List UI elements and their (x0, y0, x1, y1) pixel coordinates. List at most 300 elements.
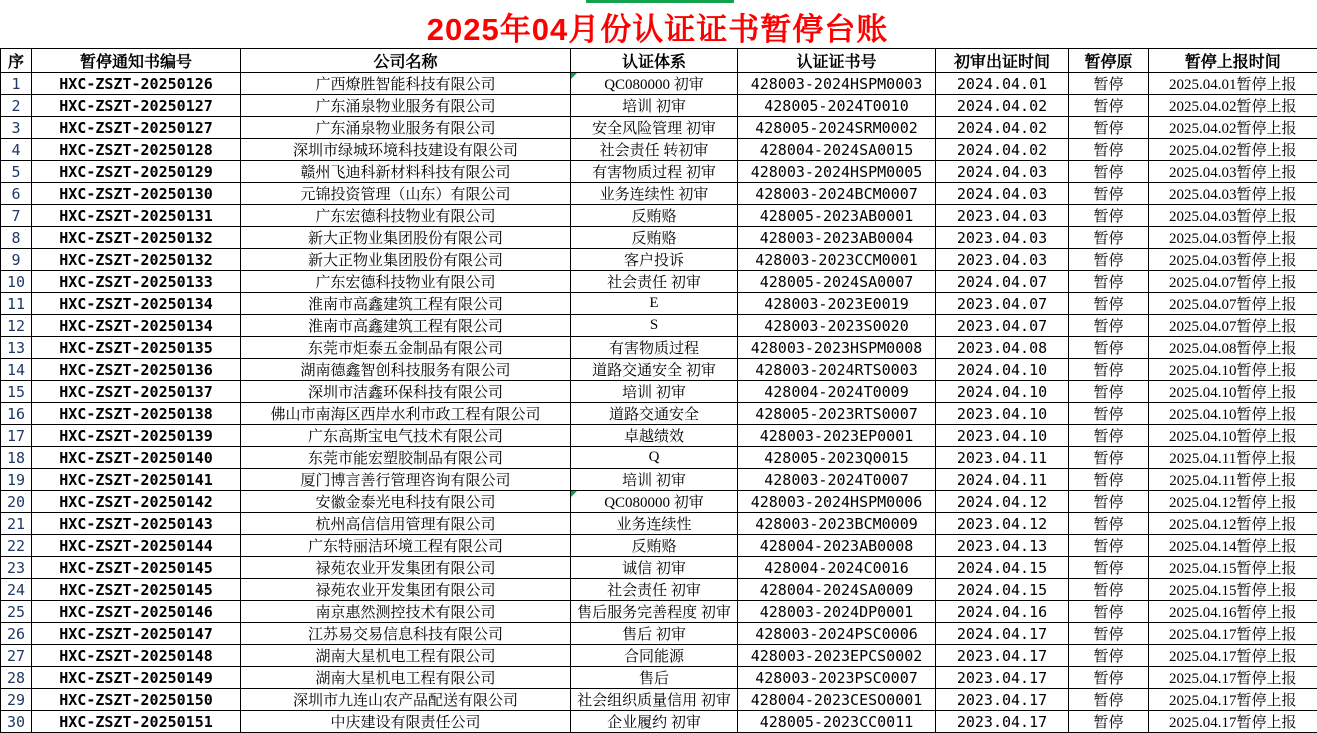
cell-notice[interactable] (32, 711, 241, 733)
cell-system[interactable] (571, 249, 738, 271)
cell-notice[interactable] (32, 689, 241, 711)
cell-seq[interactable] (1, 425, 32, 447)
cell-date[interactable] (936, 645, 1069, 667)
cell-report[interactable] (1149, 689, 1317, 711)
cell-system[interactable] (571, 645, 738, 667)
cell-report[interactable] (1149, 227, 1317, 249)
cell-company[interactable] (241, 403, 571, 425)
cell-company[interactable] (241, 447, 571, 469)
cell-reason[interactable] (1069, 645, 1149, 667)
cell-date[interactable] (936, 315, 1069, 337)
cell-text: HXC-ZSZT-20250142 (59, 492, 213, 511)
cell-notice[interactable] (32, 293, 241, 315)
cell-company[interactable] (241, 645, 571, 667)
cell-report[interactable] (1149, 469, 1317, 491)
cell-notice[interactable] (32, 601, 241, 623)
cell-cert[interactable] (738, 381, 936, 403)
cell-cert[interactable] (738, 601, 936, 623)
cell-seq[interactable] (1, 689, 32, 711)
cell-date[interactable] (936, 623, 1069, 645)
cell-text: 428003-2023EP0001 (759, 426, 914, 445)
cell-cert[interactable] (738, 315, 936, 337)
cell-text: HXC-ZSZT-20250149 (59, 668, 213, 687)
cell-report[interactable] (1149, 315, 1317, 337)
cell-report[interactable] (1149, 205, 1317, 227)
cell-reason[interactable] (1069, 403, 1149, 425)
cell-date[interactable] (936, 381, 1069, 403)
cell-seq[interactable] (1, 271, 32, 293)
cell-text: 暂停 (1093, 407, 1124, 423)
cell-reason[interactable] (1069, 227, 1149, 249)
cell-text: 2025.04.17暂停上报 (1168, 649, 1297, 665)
cell-date[interactable] (936, 293, 1069, 315)
cell-system[interactable] (571, 447, 738, 469)
cell-date[interactable] (936, 139, 1069, 161)
cell-company[interactable] (241, 381, 571, 403)
cell-text: 暂停 (1093, 363, 1124, 379)
cell-company[interactable] (241, 601, 571, 623)
cell-report[interactable] (1149, 95, 1317, 117)
cell-reason[interactable] (1069, 381, 1149, 403)
cell-text: 东莞市炬泰五金制品有限公司 (307, 341, 503, 357)
cell-reason[interactable] (1069, 293, 1149, 315)
column-header-seq[interactable]: 序 (1, 49, 32, 73)
cell-seq[interactable] (1, 249, 32, 271)
cell-reason[interactable] (1069, 73, 1149, 95)
cell-text: 2025.04.03暂停上报 (1168, 231, 1297, 247)
cell-system[interactable] (571, 667, 738, 689)
cell-date[interactable] (936, 205, 1069, 227)
cell-report[interactable] (1149, 711, 1317, 733)
cell-notice[interactable] (32, 139, 241, 161)
cell-report[interactable] (1149, 183, 1317, 205)
cell-text: 2024.04.03 (956, 162, 1048, 181)
cell-report[interactable] (1149, 557, 1317, 579)
cell-system[interactable] (571, 183, 738, 205)
cell-notice[interactable] (32, 161, 241, 183)
cell-text: 428005-2023Q0015 (764, 448, 909, 467)
cell-company[interactable] (241, 425, 571, 447)
cell-company[interactable] (241, 139, 571, 161)
cell-seq[interactable] (1, 623, 32, 645)
column-header-cert[interactable]: 认证证书号 (738, 49, 936, 73)
cell-cert[interactable] (738, 513, 936, 535)
cell-notice[interactable] (32, 359, 241, 381)
cell-cert[interactable] (738, 73, 936, 95)
cell-notice[interactable] (32, 645, 241, 667)
cell-text: 2023.04.08 (956, 338, 1048, 357)
cell-report[interactable] (1149, 447, 1317, 469)
cell-text: HXC-ZSZT-20250129 (59, 162, 213, 181)
cell-notice[interactable] (32, 491, 241, 513)
cell-report[interactable] (1149, 359, 1317, 381)
cell-text: 2025.04.15暂停上报 (1168, 561, 1297, 577)
cell-company[interactable] (241, 667, 571, 689)
cell-text: 2025.04.10暂停上报 (1168, 429, 1297, 445)
cell-date[interactable] (936, 271, 1069, 293)
cell-notice[interactable] (32, 183, 241, 205)
cell-report[interactable] (1149, 491, 1317, 513)
cell-cert[interactable] (738, 139, 936, 161)
cell-report[interactable] (1149, 117, 1317, 139)
column-header-notice[interactable]: 暂停通知书编号 (32, 49, 241, 73)
cell-date[interactable] (936, 535, 1069, 557)
cell-system[interactable] (571, 161, 738, 183)
cell-system[interactable] (571, 425, 738, 447)
cell-notice[interactable] (32, 315, 241, 337)
cell-reason[interactable] (1069, 161, 1149, 183)
cell-text: 有害物质过程 初审 (592, 165, 716, 181)
cell-reason[interactable] (1069, 183, 1149, 205)
cell-seq[interactable] (1, 557, 32, 579)
cell-date[interactable] (936, 73, 1069, 95)
cell-notice[interactable] (32, 271, 241, 293)
cell-text: 2025.04.03暂停上报 (1168, 209, 1297, 225)
cell-company[interactable] (241, 73, 571, 95)
cell-cert[interactable] (738, 117, 936, 139)
cell-company[interactable] (241, 513, 571, 535)
cell-cert[interactable] (738, 535, 936, 557)
cell-notice[interactable] (32, 117, 241, 139)
cell-company[interactable] (241, 469, 571, 491)
cell-company[interactable] (241, 689, 571, 711)
cell-cert[interactable] (738, 205, 936, 227)
cell-notice[interactable] (32, 73, 241, 95)
cell-date[interactable] (936, 359, 1069, 381)
cell-text: HXC-ZSZT-20250147 (59, 624, 213, 643)
cell-report[interactable] (1149, 425, 1317, 447)
cell-text: QC080000 初审 (604, 77, 704, 93)
cell-seq[interactable] (1, 601, 32, 623)
cell-cert[interactable] (738, 403, 936, 425)
cell-seq[interactable] (1, 139, 32, 161)
table-row (1, 645, 1317, 667)
cell-report[interactable] (1149, 535, 1317, 557)
cell-text: 428003-2024HSPM0006 (750, 492, 923, 511)
cell-reason[interactable] (1069, 579, 1149, 601)
cell-date[interactable] (936, 447, 1069, 469)
cell-company[interactable] (241, 491, 571, 513)
cell-text: 9 (11, 250, 21, 269)
cell-seq[interactable] (1, 381, 32, 403)
cell-notice[interactable] (32, 227, 241, 249)
cell-report[interactable] (1149, 73, 1317, 95)
cell-company[interactable] (241, 183, 571, 205)
cell-text: 道路交通安全 初审 (592, 363, 716, 379)
cell-system[interactable] (571, 579, 738, 601)
cell-system[interactable] (571, 293, 738, 315)
cell-text: 企业履约 初审 (607, 715, 701, 731)
cell-system[interactable] (571, 469, 738, 491)
cell-seq[interactable] (1, 359, 32, 381)
cell-seq[interactable] (1, 447, 32, 469)
cell-seq[interactable] (1, 469, 32, 491)
cell-company[interactable] (241, 227, 571, 249)
cell-date[interactable] (936, 95, 1069, 117)
cell-notice[interactable] (32, 579, 241, 601)
cell-text: HXC-ZSZT-20250148 (59, 646, 213, 665)
cell-company[interactable] (241, 271, 571, 293)
cell-reason[interactable] (1069, 469, 1149, 491)
cell-report[interactable] (1149, 139, 1317, 161)
cell-report[interactable] (1149, 579, 1317, 601)
cell-report[interactable] (1149, 249, 1317, 271)
cell-reason[interactable] (1069, 535, 1149, 557)
cell-reason[interactable] (1069, 205, 1149, 227)
cell-reason[interactable] (1069, 425, 1149, 447)
cell-notice[interactable] (32, 425, 241, 447)
cell-system[interactable] (571, 139, 738, 161)
cell-seq[interactable] (1, 513, 32, 535)
cell-system[interactable] (571, 601, 738, 623)
cell-text: 广东涌泉物业服务有限公司 (315, 99, 496, 115)
cell-text: 暂停 (1093, 561, 1124, 577)
cell-cert[interactable] (738, 711, 936, 733)
cell-system[interactable] (571, 95, 738, 117)
column-header-report[interactable]: 暂停上报时间 (1149, 49, 1317, 73)
cell-reason[interactable] (1069, 557, 1149, 579)
cell-notice[interactable] (32, 249, 241, 271)
cell-date[interactable] (936, 117, 1069, 139)
cell-report[interactable] (1149, 271, 1317, 293)
cell-reason[interactable] (1069, 689, 1149, 711)
cell-text: 广西燎胜智能科技有限公司 (315, 77, 496, 93)
cell-system[interactable] (571, 403, 738, 425)
cell-company[interactable] (241, 249, 571, 271)
cell-system[interactable] (571, 535, 738, 557)
cell-seq[interactable] (1, 645, 32, 667)
cell-cert[interactable] (738, 95, 936, 117)
cell-notice[interactable] (32, 205, 241, 227)
cell-seq[interactable] (1, 293, 32, 315)
cell-company[interactable] (241, 711, 571, 733)
cell-cert[interactable] (738, 425, 936, 447)
cell-text: 2024.04.02 (956, 96, 1048, 115)
cell-date[interactable] (936, 667, 1069, 689)
cell-text: HXC-ZSZT-20250126 (59, 74, 213, 93)
cell-reason[interactable] (1069, 513, 1149, 535)
cell-text: 暂停 (1093, 473, 1124, 489)
cell-cert[interactable] (738, 557, 936, 579)
cell-seq[interactable] (1, 337, 32, 359)
column-header-reason[interactable]: 暂停原 (1069, 49, 1149, 73)
cell-company[interactable] (241, 293, 571, 315)
cell-seq[interactable] (1, 711, 32, 733)
cell-date[interactable] (936, 711, 1069, 733)
cell-reason[interactable] (1069, 315, 1149, 337)
cell-system[interactable] (571, 205, 738, 227)
cell-seq[interactable] (1, 403, 32, 425)
cell-system[interactable] (571, 491, 738, 513)
cell-system[interactable] (571, 381, 738, 403)
cell-cert[interactable] (738, 293, 936, 315)
cell-system[interactable] (571, 689, 738, 711)
cell-reason[interactable] (1069, 117, 1149, 139)
cell-company[interactable] (241, 337, 571, 359)
cell-text: 广东特丽洁环境工程有限公司 (307, 539, 503, 555)
cell-report[interactable] (1149, 667, 1317, 689)
cell-text: 2023.04.11 (956, 448, 1048, 467)
cell-report[interactable] (1149, 645, 1317, 667)
cell-reason[interactable] (1069, 601, 1149, 623)
cell-text: 5 (11, 162, 21, 181)
cell-reason[interactable] (1069, 271, 1149, 293)
cell-text: 湖南大星机电工程有限公司 (315, 649, 496, 665)
cell-cert[interactable] (738, 161, 936, 183)
cell-company[interactable] (241, 95, 571, 117)
cell-text: 2024.04.01 (956, 74, 1048, 93)
cell-system[interactable] (571, 623, 738, 645)
cell-seq[interactable] (1, 227, 32, 249)
cell-text: 428003-2023AB0004 (759, 228, 914, 247)
cell-notice[interactable] (32, 513, 241, 535)
cell-company[interactable] (241, 161, 571, 183)
cell-cert[interactable] (738, 271, 936, 293)
cell-text: 暂停 (1093, 451, 1124, 467)
cell-system[interactable] (571, 513, 738, 535)
cell-text: 428004-2024C0016 (764, 558, 909, 577)
cell-notice[interactable] (32, 667, 241, 689)
cell-seq[interactable] (1, 667, 32, 689)
column-header-date[interactable]: 初审出证时间 (936, 49, 1069, 73)
cell-reason[interactable] (1069, 667, 1149, 689)
cell-date[interactable] (936, 491, 1069, 513)
cell-report[interactable] (1149, 403, 1317, 425)
cell-cert[interactable] (738, 359, 936, 381)
cell-date[interactable] (936, 601, 1069, 623)
cell-notice[interactable] (32, 623, 241, 645)
cell-report[interactable] (1149, 513, 1317, 535)
cell-cert[interactable] (738, 183, 936, 205)
cell-reason[interactable] (1069, 359, 1149, 381)
cell-seq[interactable] (1, 73, 32, 95)
cell-company[interactable] (241, 579, 571, 601)
cell-cert[interactable] (738, 227, 936, 249)
cell-company[interactable] (241, 117, 571, 139)
cell-text: 2025.04.10暂停上报 (1168, 385, 1297, 401)
cell-notice[interactable] (32, 337, 241, 359)
cell-cert[interactable] (738, 337, 936, 359)
cell-text: 杭州高信信用管理有限公司 (315, 517, 496, 533)
cell-text: 暂停 (1093, 143, 1124, 159)
cell-date[interactable] (936, 557, 1069, 579)
cell-company[interactable] (241, 623, 571, 645)
cell-date[interactable] (936, 469, 1069, 491)
cell-cert[interactable] (738, 447, 936, 469)
cell-report[interactable] (1149, 293, 1317, 315)
page-title[interactable]: 2025年04月份认证证书暂停台账 (426, 12, 889, 47)
cell-seq[interactable] (1, 535, 32, 557)
cell-reason[interactable] (1069, 139, 1149, 161)
cell-date[interactable] (936, 227, 1069, 249)
cell-text: 2023.04.17 (956, 690, 1048, 709)
cell-report[interactable] (1149, 161, 1317, 183)
cell-notice[interactable] (32, 403, 241, 425)
cell-text: 新大正物业集团股份有限公司 (307, 231, 503, 247)
cell-date[interactable] (936, 403, 1069, 425)
cell-date[interactable] (936, 579, 1069, 601)
cell-system[interactable] (571, 337, 738, 359)
cell-text: HXC-ZSZT-20250145 (59, 558, 213, 577)
cell-report[interactable] (1149, 601, 1317, 623)
cell-notice[interactable] (32, 447, 241, 469)
cell-date[interactable] (936, 425, 1069, 447)
cell-date[interactable] (936, 337, 1069, 359)
cell-report[interactable] (1149, 623, 1317, 645)
cell-seq[interactable] (1, 579, 32, 601)
cell-notice[interactable] (32, 469, 241, 491)
cell-text: 2025.04.17暂停上报 (1168, 715, 1297, 731)
table-row (1, 447, 1317, 469)
cell-system[interactable] (571, 711, 738, 733)
cell-notice[interactable] (32, 381, 241, 403)
cell-report[interactable] (1149, 337, 1317, 359)
cell-system[interactable] (571, 227, 738, 249)
cell-reason[interactable] (1069, 491, 1149, 513)
cell-system[interactable] (571, 73, 738, 95)
cell-text: S (649, 317, 659, 333)
cell-notice[interactable] (32, 95, 241, 117)
cell-date[interactable] (936, 183, 1069, 205)
cell-company[interactable] (241, 205, 571, 227)
column-header-company[interactable]: 公司名称 (241, 49, 571, 73)
cell-cert[interactable] (738, 579, 936, 601)
cell-reason[interactable] (1069, 95, 1149, 117)
cell-seq[interactable] (1, 95, 32, 117)
cell-company[interactable] (241, 557, 571, 579)
cell-system[interactable] (571, 271, 738, 293)
cell-date[interactable] (936, 161, 1069, 183)
cell-seq[interactable] (1, 183, 32, 205)
cell-system[interactable] (571, 315, 738, 337)
cell-notice[interactable] (32, 535, 241, 557)
cell-cert[interactable] (738, 667, 936, 689)
cell-cert[interactable] (738, 469, 936, 491)
cell-seq[interactable] (1, 117, 32, 139)
cell-date[interactable] (936, 689, 1069, 711)
cell-cert[interactable] (738, 623, 936, 645)
cell-company[interactable] (241, 359, 571, 381)
cell-system[interactable] (571, 557, 738, 579)
cell-reason[interactable] (1069, 623, 1149, 645)
cell-system[interactable] (571, 359, 738, 381)
cell-date[interactable] (936, 513, 1069, 535)
cell-reason[interactable] (1069, 249, 1149, 271)
cell-company[interactable] (241, 535, 571, 557)
cell-text: HXC-ZSZT-20250140 (59, 448, 213, 467)
cell-text: 中庆建设有限责任公司 (330, 715, 481, 731)
cell-reason[interactable] (1069, 711, 1149, 733)
cell-seq[interactable] (1, 315, 32, 337)
cell-reason[interactable] (1069, 337, 1149, 359)
cell-seq[interactable] (1, 205, 32, 227)
cell-date[interactable] (936, 249, 1069, 271)
column-header-system[interactable]: 认证体系 (571, 49, 738, 73)
cell-seq[interactable] (1, 161, 32, 183)
cell-system[interactable] (571, 117, 738, 139)
cell-cert[interactable] (738, 249, 936, 271)
cell-cert[interactable] (738, 645, 936, 667)
cell-cert[interactable] (738, 689, 936, 711)
cell-text: 暂停 (1093, 429, 1124, 445)
cell-seq[interactable] (1, 491, 32, 513)
cell-company[interactable] (241, 315, 571, 337)
cell-reason[interactable] (1069, 447, 1149, 469)
cell-text: 15 (6, 382, 26, 401)
cell-cert[interactable] (738, 491, 936, 513)
cell-notice[interactable] (32, 557, 241, 579)
cell-report[interactable] (1149, 381, 1317, 403)
